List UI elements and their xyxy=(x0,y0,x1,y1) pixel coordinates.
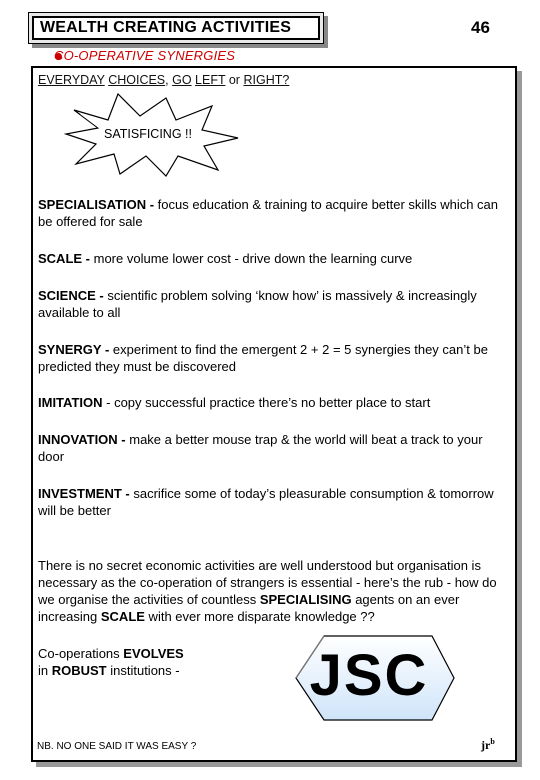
choices-line: EVERYDAY CHOICES, GO LEFT or RIGHT? xyxy=(38,73,290,87)
paragraph-specialisation xyxy=(38,196,506,230)
evolves-paragraph xyxy=(38,645,258,679)
term: SYNERGY - xyxy=(38,342,110,357)
evolves-text: institutions - xyxy=(106,663,180,678)
paragraph-scale xyxy=(38,250,506,267)
paragraph-imitation xyxy=(38,394,506,411)
term: INVESTMENT - xyxy=(38,486,130,501)
term: IMITATION xyxy=(38,395,103,410)
closing-text: agents on an ever increasing xyxy=(38,592,460,624)
evolves-bold: EVOLVES xyxy=(123,646,184,661)
term: INNOVATION - xyxy=(38,432,126,447)
choices-word: CHOICES xyxy=(108,73,166,87)
closing-paragraph xyxy=(38,557,506,625)
evolves-bold: ROBUST xyxy=(51,663,107,678)
paragraph-synergy xyxy=(38,341,506,375)
closing-bold: SCALE xyxy=(100,609,145,624)
paragraph-investment xyxy=(38,485,506,519)
author-initials xyxy=(481,737,495,753)
term: SPECIALISATION - xyxy=(38,197,155,212)
definition: make a better mouse trap & the world will beat a track to your door xyxy=(38,432,483,464)
initials-text: jr xyxy=(481,738,491,752)
definition: scientific problem solving ‘know how’ is massively & increasingly available to all xyxy=(38,288,477,320)
closing-bold: SPECIALISING xyxy=(259,592,352,607)
closing-text: with ever more disparate knowledge ?? xyxy=(144,609,375,624)
definition: focus education & training to acquire better skills which can be offered for sale xyxy=(38,197,499,229)
page-title: WEALTH CREATING ACTIVITIES xyxy=(32,16,320,40)
term: SCIENCE - xyxy=(38,288,104,303)
choices-word: EVERYDAY xyxy=(38,73,105,87)
choices-word: GO xyxy=(172,73,192,87)
choices-word: RIGHT? xyxy=(243,73,290,87)
definition: - copy successful practice there’s no better place to start xyxy=(102,395,431,410)
choices-word: or xyxy=(228,73,240,87)
evolves-text: Co-operations xyxy=(38,646,124,661)
definition: sacrifice some of today’s pleasurable consumption & tomorrow will be better xyxy=(38,486,494,518)
subtitle: CO-OPERATIVE SYNERGIES xyxy=(54,48,236,63)
term: SCALE - xyxy=(38,251,90,266)
burst-label: SATISFICING !! xyxy=(104,127,192,141)
initials-sup: b xyxy=(490,737,495,746)
page-number: 46 xyxy=(471,18,490,37)
definition: more volume lower cost - drive down the learning curve xyxy=(90,251,413,266)
closing-text: There is no secret economic activities are well understood but organisation is necessary as the co-operation of strangers is essential - here’s the rub - how do we organise the activities of countless xyxy=(38,558,497,607)
definition: experiment to find the emergent 2 + 2 = 5 synergies they can’t be predicted they must be discovered xyxy=(38,342,488,374)
paragraph-science xyxy=(38,287,506,321)
jsc-label: JSC xyxy=(309,643,429,708)
footer-note: NB. NO ONE SAID IT WAS EASY ? xyxy=(37,741,197,752)
title-box xyxy=(28,12,324,44)
evolves-text: in xyxy=(38,663,52,678)
paragraph-innovation xyxy=(38,431,506,465)
choices-word: LEFT xyxy=(195,73,226,87)
